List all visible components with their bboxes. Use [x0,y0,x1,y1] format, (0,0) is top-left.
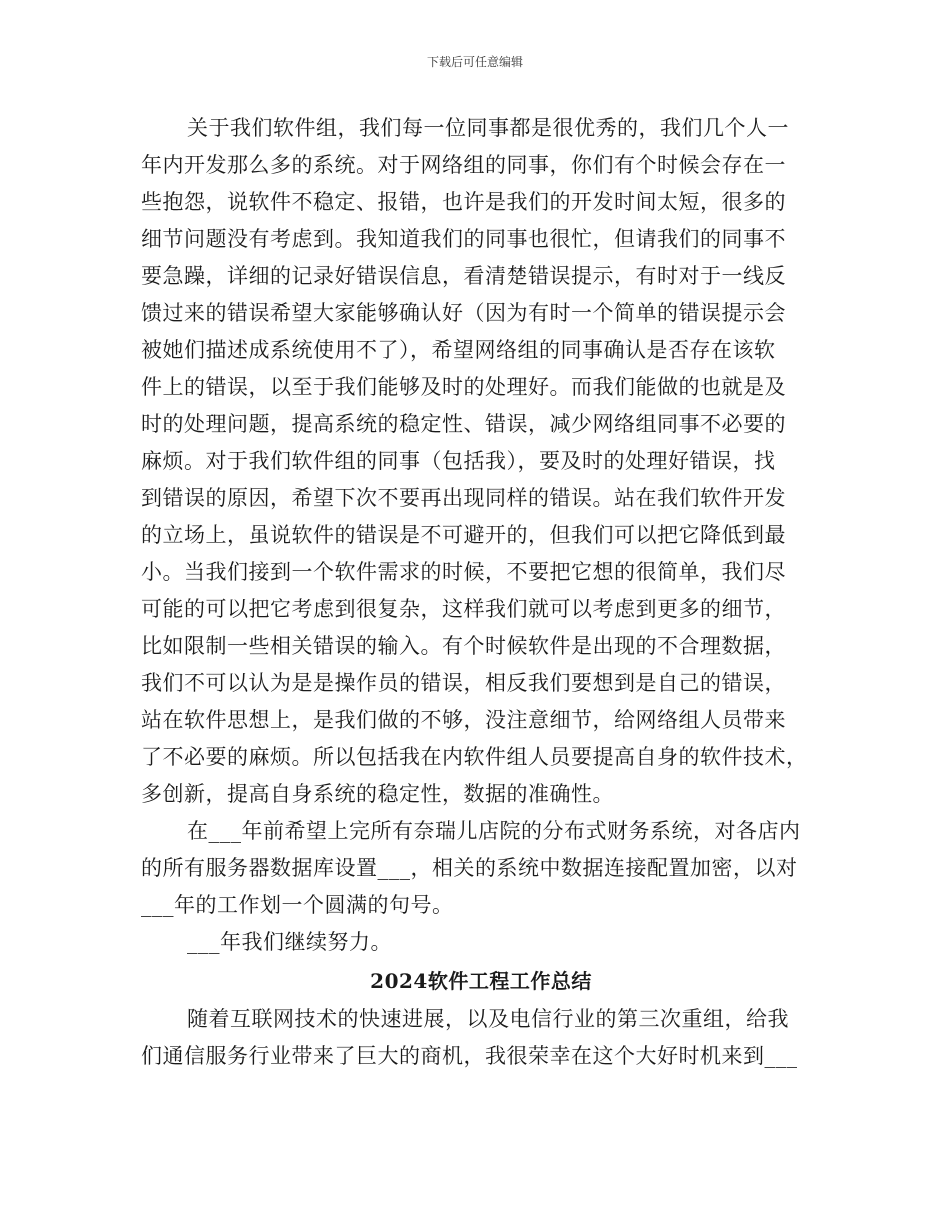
text-line: 到错误的原因，希望下次不要再出现同样的错误。站在我们软件开发 [141,486,786,510]
text-line: 要急躁，详细的记录好错误信息，看清楚错误提示，有时对于一线反 [141,264,786,288]
text-line: 的立场上，虽说软件的错误是不可避开的，但我们可以把它降低到最 [141,523,786,547]
text-line: 可能的可以把它考虑到很复杂，这样我们就可以考虑到更多的细节， [141,597,786,621]
text-line: 在___年前希望上完所有奈瑞儿店院的分布式财务系统，对各店内 [187,819,801,843]
text-line: 时的处理问题，提高系统的稳定性、错误，减少网络组同事不必要的 [141,412,786,436]
text-line: 小。当我们接到一个软件需求的时候，不要把它想的很简单，我们尽 [141,560,786,584]
text-line: 麻烦。对于我们软件组的同事（包括我），要及时的处理好错误，找 [141,449,776,473]
text-line: 细节问题没有考虑到。我知道我们的同事也很忙，但请我们的同事不 [141,227,786,251]
text-line: 多创新，提高自身系统的稳定性，数据的准确性。 [141,782,614,806]
text-line: ___年我们继续努力。 [187,930,392,954]
document-body [141,110,821,1075]
text-line: 年内开发那么多的系统。对于网络组的同事，你们有个时候会存在一 [141,153,786,177]
text-line: 的所有服务器数据库设置___，相关的系统中数据连接配置加密，以对 [141,856,798,880]
text-line: 们通信服务行业带来了巨大的商机，我很荣幸在这个大好时机来到___ [141,1044,798,1068]
section-heading: 2024软件工程工作总结 [370,969,592,993]
page-header: 下载后可任意编辑 [426,55,523,69]
text-line: ___年的工作划一个圆满的句号。 [141,893,454,917]
text-line: 站在软件思想上，是我们做的不够，没注意细节，给网络组人员带来 [141,708,786,732]
text-line: 关于我们软件组，我们每一位同事都是很优秀的，我们几个人一 [187,116,789,140]
text-line: 些抱怨，说软件不稳定、报错，也许是我们的开发时间太短，很多的 [141,190,786,214]
text-line: 馈过来的错误希望大家能够确认好（因为有时一个简单的错误提示会 [141,301,786,325]
text-line: 我们不可以认为是是操作员的错误，相反我们要想到是自己的错误， [141,671,786,695]
text-line: 件上的错误，以至于我们能够及时的处理好。而我们能做的也就是及 [141,375,786,399]
text-line: 随着互联网技术的快速进展，以及电信行业的第三次重组，给我 [187,1007,789,1031]
text-line: 了不必要的麻烦。所以包括我在内软件组人员要提高自身的软件技术， [141,745,808,769]
text-line: 比如限制一些相关错误的输入。有个时候软件是出现的不合理数据， [141,634,786,658]
text-line: 被她们描述成系统使用不了），希望网络组的同事确认是否存在该软 [141,338,776,362]
